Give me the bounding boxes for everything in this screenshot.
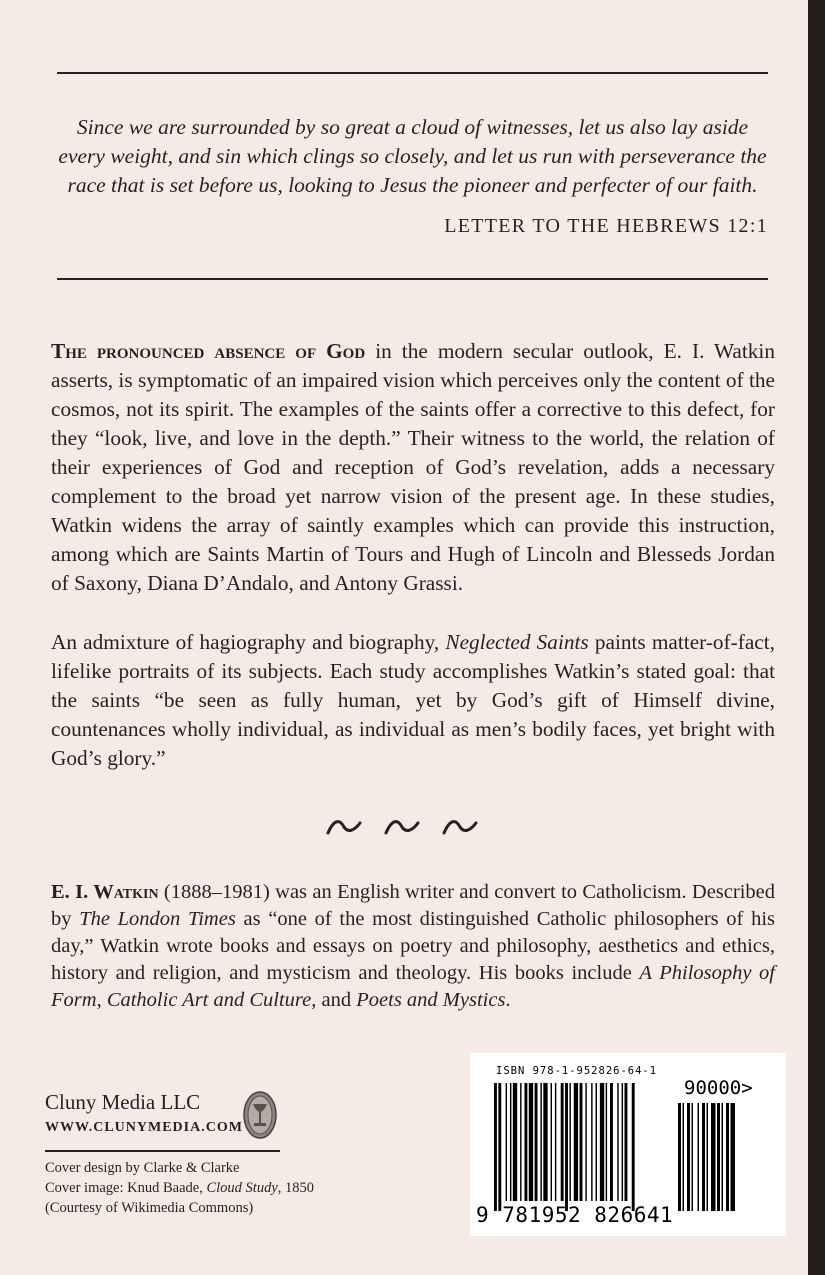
cover-image-credit-b: , 1850 (277, 1180, 315, 1196)
newspaper-title: The London Times (79, 908, 236, 930)
bio-text-e: . (505, 989, 511, 1011)
cover-image-title: Cloud Study (206, 1180, 278, 1196)
epigraph-text: Since we are surrounded by so great a cloud of witnesses, let us also lay aside every weight, and sin which clings so closely, and let us run with perseverance the race that is set before us, looking to Jesus the pioneer and perfecter of our faith. (58, 115, 767, 197)
description-text-2a: An admixture of hagiography and biography, (51, 630, 446, 654)
bio-text-c: , (96, 989, 107, 1011)
book-title: Neglected Saints (445, 630, 589, 654)
lead-in: The pronounced absence of God (51, 339, 366, 363)
bio-text-b: as “one of the most distinguished Catholic philosophers of his day,” Watkin wrote books and essays on poetry and philosophy, aesthetics and ethics, history and religion, and mysticism and theology. His books include (51, 908, 775, 984)
courtesy-credit: (Courtesy of Wikimedia Commons) (45, 1200, 254, 1216)
description-paragraph-1 (51, 337, 775, 598)
author-bio (51, 879, 775, 1014)
spine-edge (808, 0, 825, 1275)
isbn-barcode (470, 1053, 786, 1236)
publisher-rule (45, 1150, 280, 1152)
description-text-2b: paints matter-of-fact, lifelike portraits of its subjects. Each study accomplishes Watkin’s stated goal: that the saints “be seen as fully human, yet by God’s gift of Himself divine, countenances wholly individual, as individual as men’s bodily faces, yet bright with God’s glory.” (51, 630, 775, 770)
description-paragraph-2 (51, 628, 775, 773)
price-code: 90000> (684, 1077, 753, 1099)
cover-design-credit: Cover design by Clarke & Clarke (45, 1160, 240, 1176)
author-name: E. I. Watkin (51, 881, 159, 903)
publisher-website: WWW.CLUNYMEDIA.COM (45, 1120, 243, 1135)
cover-image-credit-a: Cover image: Knud Baade, (45, 1180, 207, 1196)
barcode-digits: 9 781952 826641 (476, 1203, 674, 1227)
bio-text-a: (1888–1981) was an English writer and convert to Catholicism. Described by (51, 881, 776, 930)
epigraph-citation: LETTER TO THE HEBREWS 12:1 (444, 215, 768, 237)
book-title-2: Catholic Art and Culture (106, 989, 312, 1011)
book-title-1: A Philosophy of Form (51, 962, 775, 1011)
ornament-glyphs (324, 811, 484, 841)
publisher-name: Cluny Media LLC (45, 1090, 201, 1114)
bio-text-d: , and (311, 989, 357, 1011)
description-text-1: in the modern secular outlook, E. I. Watkin asserts, is symptomatic of an impaired vision which perceives only the content of the cosmos, not its spirit. The examples of the saints offer a corrective to this defect, for they “look, live, and love in the depth.” Their witness to the world, the relation of their experiences of God and reception of God’s revelation, adds a necessary complement to the broad yet narrow vision of the present age. In these studies, Watkin widens the array of saintly examples which can provide this instruction, among which are Saints Martin of Tours and Hugh of Lincoln and Blesseds Jordan of Saxony, Diana D’Andalo, and Antony Grassi. (51, 339, 775, 595)
top-rule (57, 72, 768, 74)
isbn-label: ISBN 978-1-952826-64-1 (496, 1065, 658, 1077)
book-title-3: Poets and Mystics (356, 989, 506, 1011)
cover-image-credit (45, 1180, 314, 1197)
bottom-rule (57, 278, 768, 280)
publisher-logo-icon (242, 1090, 278, 1140)
ornament-divider (0, 810, 808, 850)
